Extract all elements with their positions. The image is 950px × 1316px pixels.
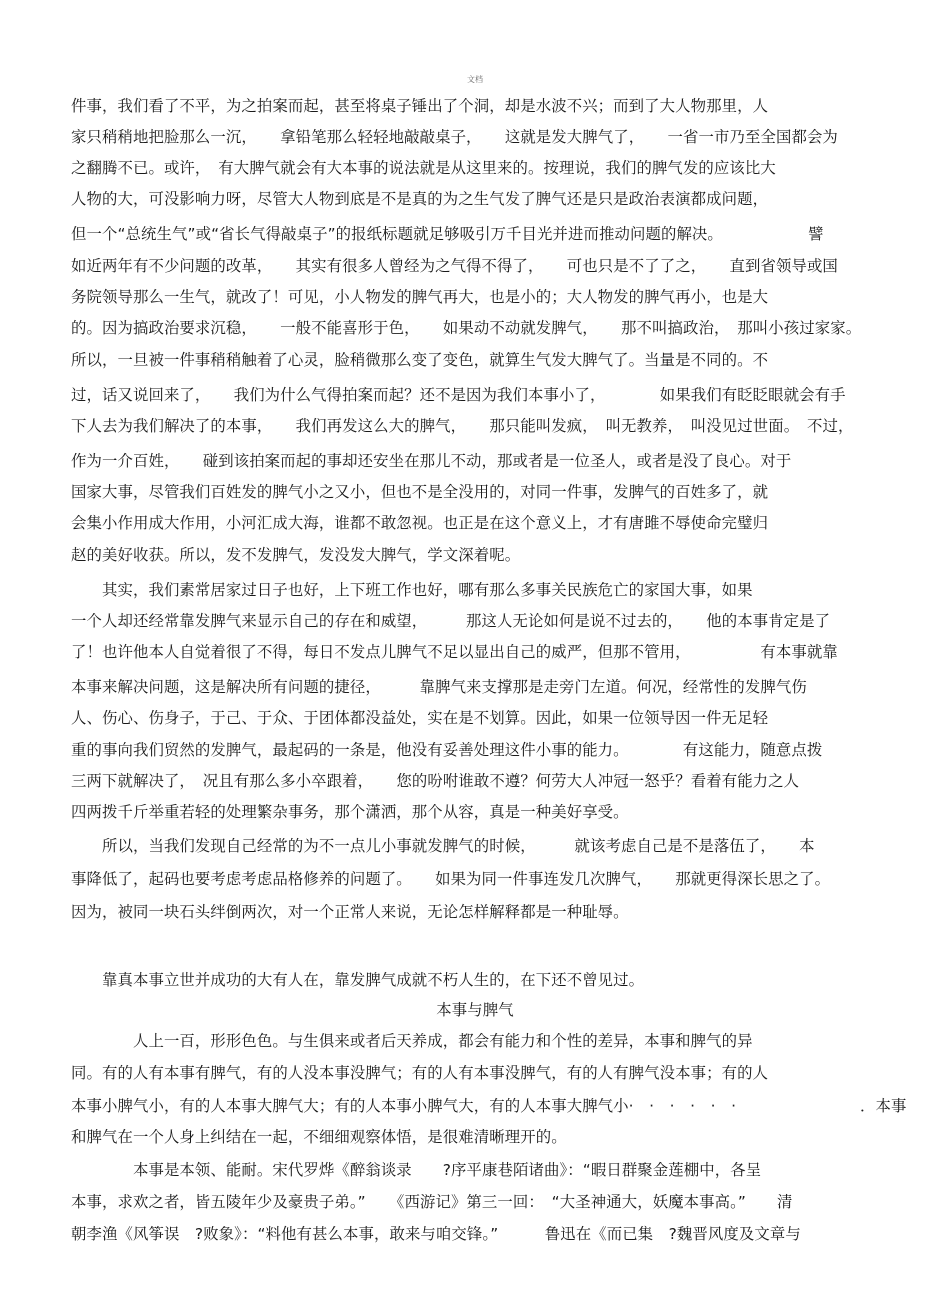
text-line: 了！也许他本人自觉着很了不得，每日不发点儿脾气不足以显出自己的威严，但那不管用， 有本事就靠: [71, 643, 838, 661]
text-line: 下人去为我们解决了的本事， 我们再发这么大的脾气， 那只能叫发疯， 叫无教养， 叫没见过世面。 不过，: [71, 417, 854, 435]
text-line: 事降低了，起码也要考虑考虑品格修养的问题了。 如果为同一件事连发几次脾气， 那就更得深长思之了。: [71, 870, 831, 888]
text-line: 但一个“总统生气”或“省长气得敲桌子”的报纸标题就足够吸引万千目光并进而推动问题的解决。 譬: [71, 225, 824, 243]
text-line: 之翻腾不已。或许， 有大脾气就会有大本事的说法就是从这里来的。按理说，我们的脾气发的应该比大: [71, 159, 776, 177]
text-line: 所以，一旦被一件事稍稍触着了心灵，脸稍微那么变了变色，就算生气发大脾气了。当量是不同的。不: [71, 351, 769, 369]
text-line: 重的事向我们贸然的发脾气，最起码的一条是，他没有妥善处理这件小事的能力。 有这能力，随意点拨: [71, 741, 823, 759]
text-line: 靠真本事立世并成功的大有人在，靠发脾气成就不朽人生的，在下还不曾见过。: [71, 971, 645, 989]
text-line: 务院领导那么一生气，就改了！可见，小人物发的脾气再大，也是小的；大人物发的脾气再小，也是大: [71, 288, 769, 306]
text-line: 国家大事，尽管我们百姓发的脾气小之又小，但也不是全没用的，对同一件事，发脾气的百姓多了，就: [71, 483, 769, 501]
text-line: 人上一百，形形色色。与生俱来或者后天养成，都会有能力和个性的差异，本事和脾气的异: [71, 1032, 753, 1050]
text-line: 作为一介百姓， 碰到该拍案而起的事却还安坐在那儿不动，那或者是一位圣人，或者是没了良心。对于: [71, 452, 792, 470]
text-line: 过，话又说回来了， 我们为什么气得拍案而起？还不是因为我们本事小了， 如果我们有眨眨眼就会有手: [71, 386, 846, 404]
text-line: 本事来解决问题，这是解决所有问题的捷径， 靠脾气来支撑那是走旁门左道。何况，经常性的发脾气伤: [71, 678, 807, 696]
text-line: 本事小脾气小，有的人本事大脾气大；有的人本事小脾气大，有的人本事大脾气小· · · · · · ．本事: [71, 1097, 907, 1115]
text-line: 四两拨千斤举重若轻的处理繁杂事务，那个潇洒，那个从容，真是一种美好享受。: [71, 803, 629, 821]
page-header: 文档: [467, 75, 483, 84]
text-line: 家只稍稍地把脸那么一沉， 拿铅笔那么轻轻地敲敲桌子， 这就是发大脾气了， 一省一市乃至全国都会为: [71, 128, 838, 146]
text-line: 人物的大，可没影响力呀，尽管大人物到底是不是真的为之生气发了脾气还是只是政治表演都成问题，: [71, 190, 769, 208]
text-line: 如近两年有不少问题的改革， 其实有很多人曾经为之气得不得了， 可也只是不了了之， 直到省领导或国: [71, 257, 838, 275]
text-line: 会集小作用成大作用，小河汇成大海，谁都不敢忽视。也正是在这个意义上，才有唐雎不辱使命完璧归: [71, 514, 769, 532]
text-line: 赵的美好收获。所以，发不发脾气，发没发大脾气，学文深着呢。: [71, 546, 521, 564]
text-line: 同。有的人有本事有脾气，有的人没本事没脾气；有的人有本事没脾气，有的人有脾气没本事；有的人: [71, 1064, 769, 1082]
text-line: 所以，当我们发现自己经常的为不一点儿小事就发脾气的时候， 就该考虑自己是不是落伍了， 本: [71, 837, 815, 855]
text-line: 件事，我们看了不平，为之拍案而起，甚至将桌子锤出了个洞，却是水波不兴；而到了大人物那里，人: [71, 97, 769, 115]
text-line: 本事是本领、能耐。宋代罗烨《醉翁谈录 ?序平康巷陌诸曲》：“暇日群聚金莲棚中，各呈: [71, 1161, 762, 1179]
article-title: 本事与脾气: [436, 1001, 514, 1019]
text-line: 一个人却还经常靠发脾气来显示自己的存在和威望， 那这人无论如何是说不过去的， 他的本事肯定是了: [71, 612, 831, 630]
text-line: 人、伤心、伤身子，于己、于众、于团体都没益处，实在是不划算。因此，如果一位领导因一件无足轻: [71, 709, 769, 727]
text-line: 和脾气在一个人身上纠结在一起，不细细观察体悟，是很难清晰理开的。: [71, 1128, 567, 1146]
text-line: 朝李渔《风筝误 ?败象》：“料他有甚么本事，敢来与咱交锋。” 鲁迅在《而已集 ?魏晋风度及文章与: [71, 1225, 801, 1243]
text-line: 因为，被同一块石头绊倒两次，对一个正常人来说，无论怎样解释都是一种耻辱。: [71, 903, 629, 921]
text-line: 本事，求欢之者，皆五陵年少及豪贵子弟。” 《西游记》第三一回： “大圣神通大，妖魔本事高。” 清: [71, 1193, 793, 1211]
text-line: 三两下就解决了， 况且有那么多小卒跟着， 您的吩咐谁敢不遵？何劳大人冲冠一怒乎？看着有能力之人: [71, 772, 800, 790]
text-line: 其实，我们素常居家过日子也好，上下班工作也好，哪有那么多事关民族危亡的家国大事，如果: [71, 581, 753, 599]
text-line: 的。因为搞政治要求沉稳， 一般不能喜形于色， 如果动不动就发脾气， 那不叫搞政治， 那叫小孩过家家。: [71, 319, 862, 337]
